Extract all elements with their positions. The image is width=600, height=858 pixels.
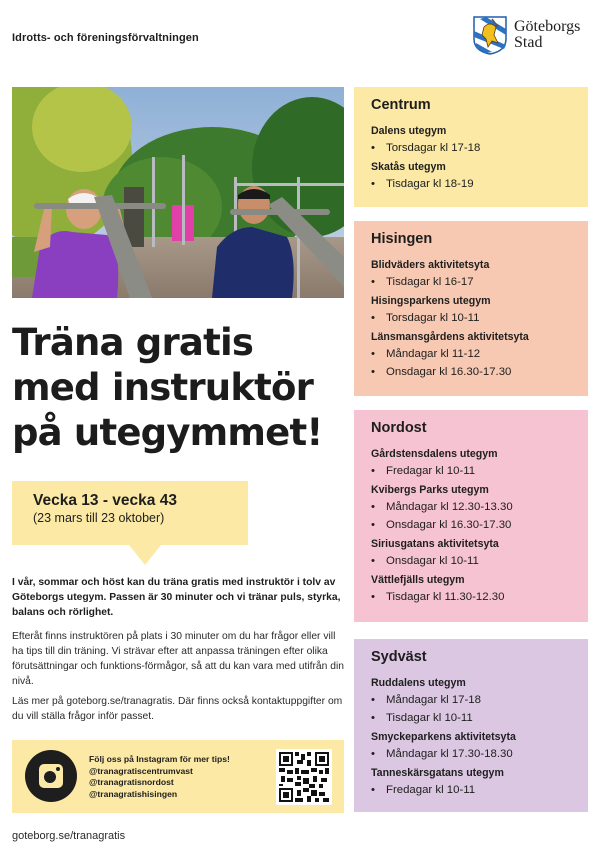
- venue-name: Vättlefjälls utegym: [371, 574, 465, 586]
- footer-link[interactable]: goteborg.se/tranagratis: [12, 830, 126, 842]
- schedule-slot: • Måndagar kl 17-18: [371, 694, 481, 706]
- hero-photo: [12, 87, 344, 298]
- venue-name: Ruddalens utegym: [371, 677, 466, 689]
- schedule-slot: • Måndagar kl 11-12: [371, 348, 481, 360]
- venue-name: Blidväders aktivitetsyta: [371, 259, 490, 271]
- venue-name: Tanneskärsgatans utegym: [371, 767, 504, 779]
- schedule-slot: • Tisdagar kl 11.30-12.30: [371, 591, 505, 603]
- venue-name: Gårdstensdalens utegym: [371, 448, 498, 460]
- region-title: Sydväst: [371, 649, 427, 665]
- venue-name: Kvibergs Parks utegym: [371, 484, 489, 496]
- instagram-account[interactable]: @tranagratiscentrumvast: [89, 765, 193, 776]
- body-paragraph: Läs mer på goteborg.se/tranagratis. Där finns också kontaktuppgifter om du vill ställa frågor inför passet.: [12, 696, 343, 722]
- period-dates: (23 mars till 23 oktober): [33, 511, 165, 525]
- venue-name: Smyckeparkens aktivitetsyta: [371, 731, 516, 743]
- headline-line-3: på utegymmet!: [12, 411, 323, 454]
- body-paragraph: Efteråt finns instruktören på plats i 30 minuter om du har frågor eller vill ha tips till din träning. Vi strävar efter att anpassa träningen efter olika förutsättningar och funktions-förmågor, så att du kan vara med utifrån din nivå.: [12, 631, 344, 687]
- callout-pointer: [129, 545, 161, 565]
- schedule-slot: • Tisdagar kl 10-11: [371, 712, 473, 724]
- intro-paragraph: I vår, sommar och höst kan du träna gratis med instruktör i tolv av Göteborgs utegym. Passen är 30 minuter och vi tränar puls, styrka, balans och rörlighet.: [12, 577, 341, 618]
- schedule-slot: • Måndagar kl 17.30-18.30: [371, 748, 513, 760]
- instagram-account[interactable]: @tranagratishisingen: [89, 788, 178, 799]
- qr-code[interactable]: [276, 749, 332, 805]
- region-hisingen: [354, 221, 588, 396]
- schedule-slot: • Torsdagar kl 17-18: [371, 142, 481, 154]
- venue-name: Dalens utegym: [371, 125, 447, 137]
- period-title: Vecka 13 - vecka 43: [33, 492, 177, 509]
- region-nordost: [354, 410, 588, 622]
- outdoor-gym-photo: [12, 87, 344, 298]
- region-title: Centrum: [371, 97, 431, 113]
- schedule-slot: • Onsdagar kl 16.30-17.30: [371, 519, 512, 531]
- schedule-slot: • Fredagar kl 10-11: [371, 784, 476, 796]
- page-headline: [12, 320, 342, 455]
- instagram-account[interactable]: @tranagratisnordost: [89, 777, 174, 788]
- schedule-slot: • Torsdagar kl 10-11: [371, 312, 480, 324]
- instagram-heading: Följ oss på Instagram för mer tips!: [89, 754, 230, 764]
- period-callout: [12, 481, 248, 545]
- coat-of-arms-lion-icon: [472, 15, 508, 55]
- schedule-slot: • Onsdagar kl 16.30-17.30: [371, 366, 512, 378]
- goteborgs-stad-logo: [472, 15, 580, 55]
- schedule-slot: • Fredagar kl 10-11: [371, 465, 476, 477]
- instagram-box: [12, 740, 344, 813]
- schedule-slot: • Måndagar kl 12.30-13.30: [371, 501, 513, 513]
- schedule-slot: • Tisdagar kl 18-19: [371, 178, 474, 190]
- venue-name: Skatås utegym: [371, 161, 446, 173]
- headline-line-2: med instruktör: [12, 366, 314, 409]
- venue-name: Siriusgatans aktivitetsyta: [371, 538, 499, 550]
- instagram-icon[interactable]: [25, 750, 77, 802]
- headline-line-1: Träna gratis: [12, 321, 254, 364]
- organization-name: Idrotts- och föreningsförvaltningen: [12, 32, 199, 44]
- schedule-slot: • Tisdagar kl 16-17: [371, 276, 474, 288]
- instagram-text: [89, 754, 230, 800]
- logo-text: Göteborgs Stad: [514, 18, 581, 51]
- region-centrum: [354, 87, 588, 207]
- qr-code-icon: [279, 752, 329, 802]
- venue-name: Hisingsparkens utegym: [371, 295, 491, 307]
- region-sydvast: [354, 639, 588, 812]
- schedule-slot: • Onsdagar kl 10-11: [371, 555, 479, 567]
- region-title: Hisingen: [371, 231, 433, 247]
- venue-name: Länsmansgårdens aktivitetsyta: [371, 331, 529, 343]
- region-title: Nordost: [371, 420, 427, 436]
